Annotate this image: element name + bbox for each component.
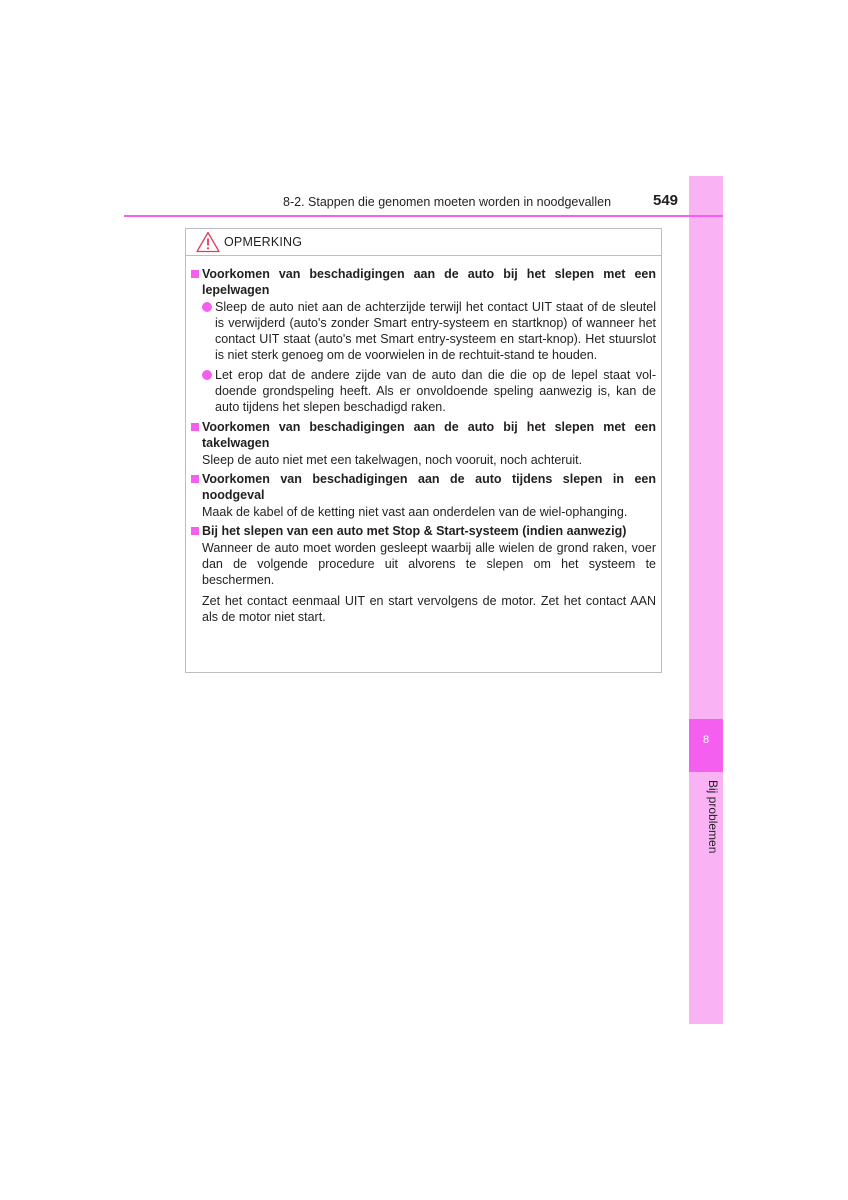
section-title: Voorkomen van beschadigingen aan de auto bij het slepen met een lepelwagen [202,267,656,297]
list-item [202,299,656,363]
square-bullet-icon [191,270,199,278]
bullet-text: Let erop dat de andere zijde van de auto dan die die op de lepel staat vol-doende grondspeling heeft. Als er onvoldoende speling aanwezig is, kan de auto tijdens het slepen beschadigd raken. [215,368,656,414]
round-bullet-icon [202,370,212,380]
header-rule [124,215,723,217]
square-bullet-icon [191,423,199,431]
bullet-text: Sleep de auto niet aan de achterzijde terwijl het contact UIT staat of de sleutel is verwijderd (auto's zonder Smart entry-systeem en startknop) of wanneer het contact UIT staat (auto's met Smart entry-systeem en start-knop). Het stuurslot is niet sterk genoeg om de voorwielen in de rechtuit-stand te houden. [215,300,656,362]
notice-section [190,266,656,415]
page-number: 549 [653,192,679,209]
running-header: 8-2. Stappen die genomen moeten worden in noodgevallen [283,195,612,209]
warning-triangle-icon [196,231,220,253]
notice-box [185,228,662,673]
section-text: Wanneer de auto moet worden gesleept waarbij alle wielen de grond raken, voer dan de volgende procedure uit alvorens te slepen om het systeem te beschermen. [202,541,656,587]
square-bullet-icon [191,527,199,535]
chapter-side-tab [689,176,723,1024]
notice-header [186,229,661,256]
notice-section [190,523,656,625]
section-text: Zet het contact eenmaal UIT en start vervolgens de motor. Zet het contact AAN als de motor niet start. [202,594,656,624]
section-title: Voorkomen van beschadigingen aan de auto tijdens slepen in een noodgeval [202,472,656,502]
section-title: Bij het slepen van een auto met Stop & Start-systeem (indien aanwezig) [202,524,627,538]
list-item [202,367,656,415]
notice-title: OPMERKING [224,235,303,249]
round-bullet-icon [202,302,212,312]
notice-body [186,256,661,625]
section-title: Voorkomen van beschadigingen aan de auto bij het slepen met een takelwagen [202,420,656,450]
notice-section [190,471,656,520]
notice-section [190,419,656,468]
chapter-title: Bij problemen [706,780,720,854]
section-text: Maak de kabel of de ketting niet vast aan onderdelen van de wiel-ophanging. [202,505,628,519]
chapter-number: 8 [702,734,710,746]
square-bullet-icon [191,475,199,483]
section-text: Sleep de auto niet met een takelwagen, noch vooruit, noch achteruit. [202,453,583,467]
